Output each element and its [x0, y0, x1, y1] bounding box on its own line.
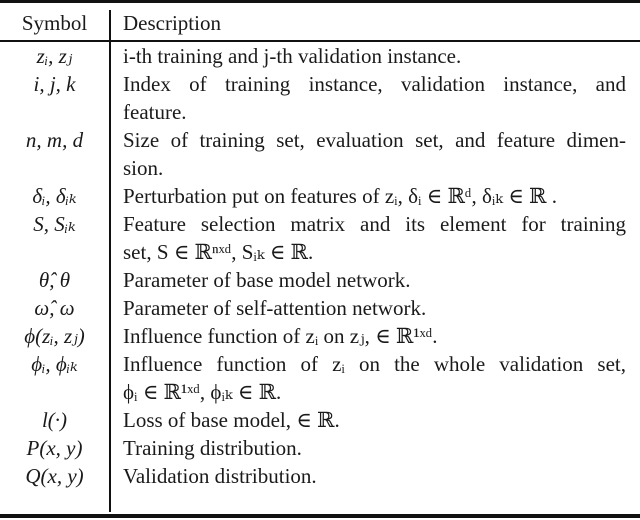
description-cell: Influence function of zᵢ on the whole validation set, ϕᵢ ∈ ℝ¹ˣᵈ, ϕᵢₖ ∈ ℝ.: [123, 352, 626, 404]
symbol-cell: P(x, y): [26, 436, 83, 460]
description-cell: Perturbation put on features of zᵢ, δᵢ ∈ ℝᵈ, δᵢₖ ∈ ℝ .: [123, 184, 557, 208]
description-cell: Parameter of self-attention network.: [123, 296, 427, 320]
symbol-cell: ϕᵢ, ϕᵢₖ: [31, 352, 78, 376]
symbol-cell: δᵢ, δᵢₖ: [32, 184, 77, 208]
description-cell: Size of training set, evaluation set, and feature dimen- sion.: [123, 128, 626, 180]
description-cell: Training distribution.: [123, 436, 302, 460]
symbol-cell: l(·): [41, 408, 68, 432]
header-description: Description: [123, 11, 221, 35]
description-cell: Parameter of base model network.: [123, 268, 411, 292]
table-top-rule: [0, 0, 640, 3]
symbol-cell: i, j, k: [33, 72, 76, 96]
symbol-cell: θ̂, θ: [38, 268, 71, 292]
table-row: [0, 434, 640, 462]
table-row: [0, 294, 640, 322]
symbol-cell: ω̂, ω: [34, 296, 75, 320]
description-cell: Validation distribution.: [123, 464, 317, 488]
table-body: [0, 42, 640, 490]
table-row: [0, 266, 640, 294]
description-cell: Loss of base model, ∈ ℝ.: [123, 408, 340, 432]
description-cell: Index of training instance, validation instance, and feature.: [123, 72, 626, 124]
symbol-cell: ϕ(zᵢ, zⱼ): [24, 324, 85, 348]
table-bottom-rule: [0, 514, 640, 518]
description-cell: i-th training and j-th validation instance.: [123, 44, 462, 68]
table-row: [0, 462, 640, 490]
table-row: [0, 406, 640, 434]
description-cell: Influence function of zᵢ on zⱼ, ∈ ℝ¹ˣᵈ.: [123, 324, 438, 348]
table-row: [0, 350, 640, 406]
table-row: [0, 322, 640, 350]
table-row: [0, 126, 640, 182]
symbol-cell: n, m, d: [25, 128, 84, 152]
symbol-cell: S, Sᵢₖ: [33, 212, 76, 236]
table-row: [0, 182, 640, 210]
table-row: [0, 70, 640, 126]
symbol-cell: zᵢ, zⱼ: [36, 44, 73, 68]
header-symbol: Symbol: [21, 11, 88, 35]
description-cell: Feature selection matrix and its element for training set, S ∈ ℝⁿˣᵈ, Sᵢₖ ∈ ℝ.: [123, 212, 626, 264]
symbol-cell: Q(x, y): [25, 464, 84, 488]
table-row: [0, 42, 640, 70]
table-row: [0, 210, 640, 266]
